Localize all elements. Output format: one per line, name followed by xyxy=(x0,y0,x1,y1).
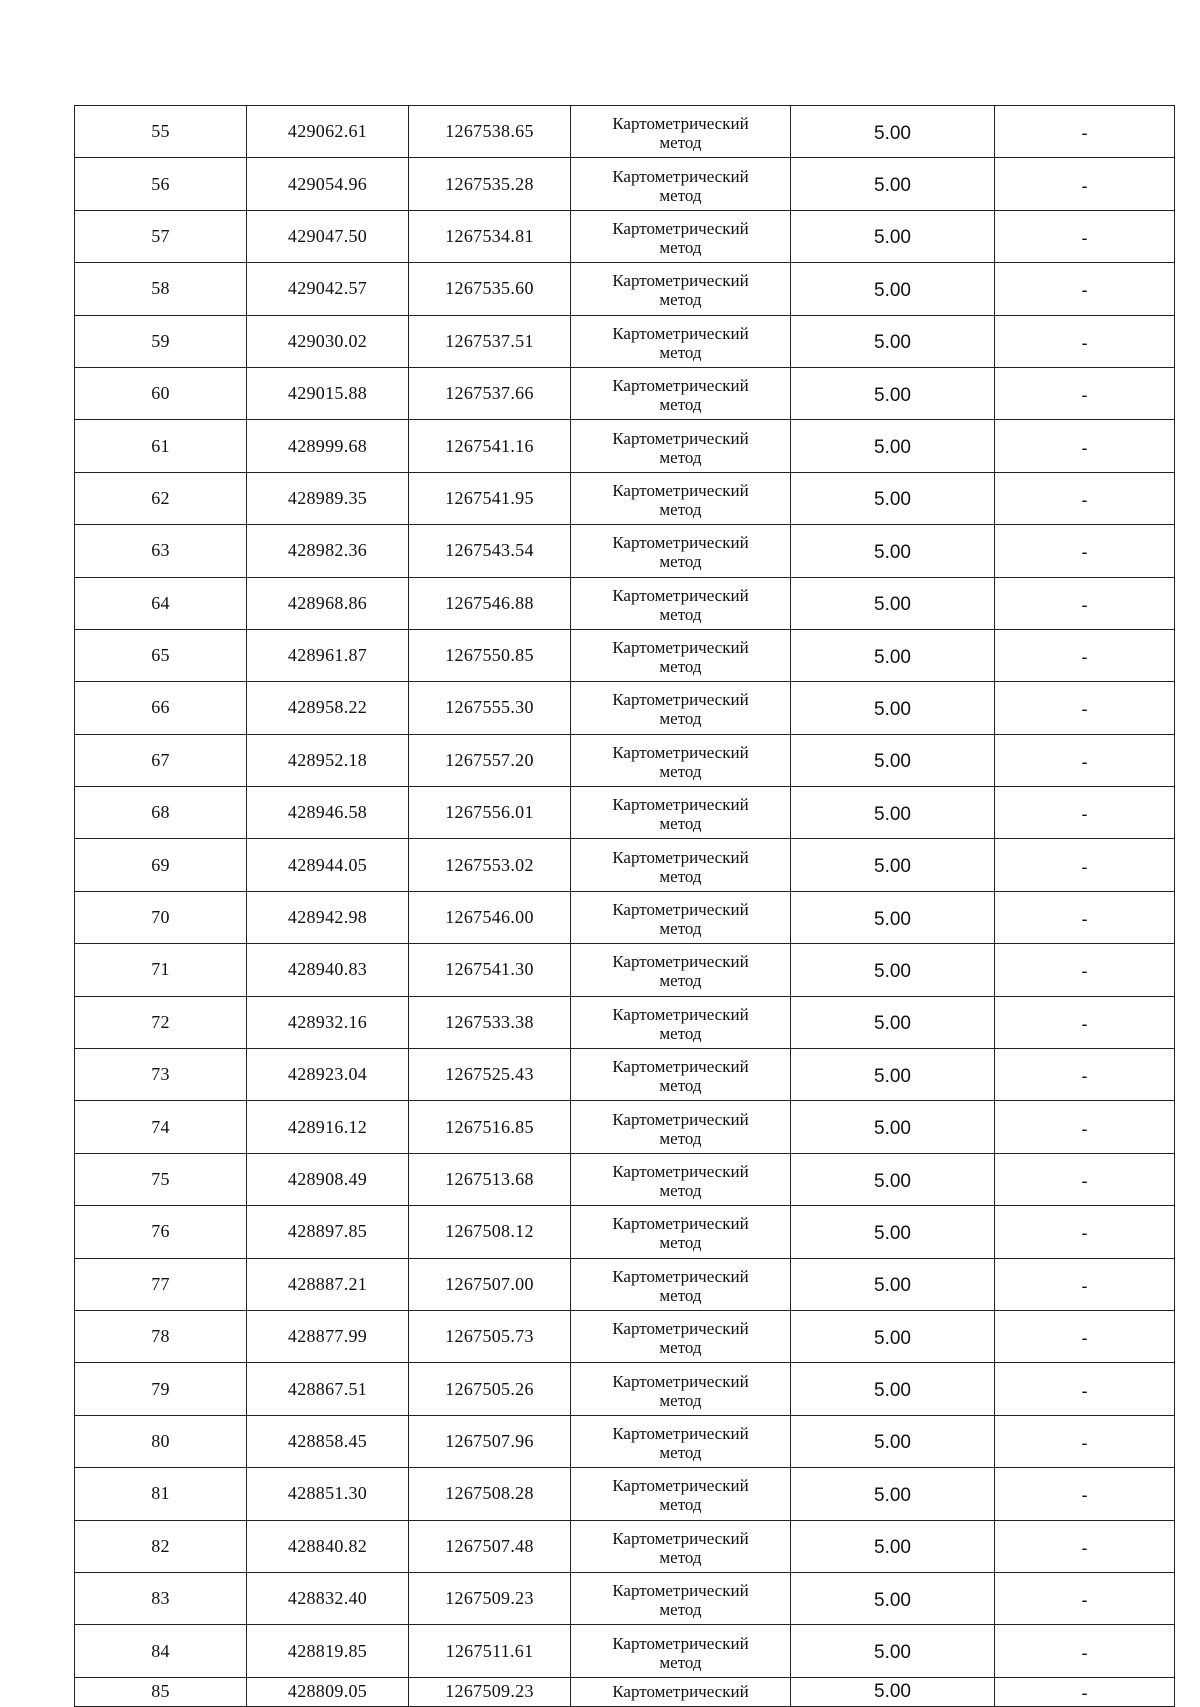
note-cell: - xyxy=(995,682,1175,734)
point-number-cell: 82 xyxy=(75,1520,247,1572)
y-coordinate-cell: 1267556.01 xyxy=(409,787,571,839)
accuracy-cell: 5.00 xyxy=(791,577,995,629)
x-coordinate-cell: 428877.99 xyxy=(247,1310,409,1362)
y-coordinate-cell: 1267508.28 xyxy=(409,1468,571,1520)
table-row xyxy=(75,1468,1175,1520)
x-coordinate-cell: 428809.05 xyxy=(247,1677,409,1706)
point-number-cell: 66 xyxy=(75,682,247,734)
method-text: Картометрический метод xyxy=(612,114,749,153)
table-row xyxy=(75,525,1175,577)
method-cell xyxy=(571,629,791,681)
accuracy-cell: 5.00 xyxy=(791,787,995,839)
method-cell xyxy=(571,472,791,524)
accuracy-cell: 5.00 xyxy=(791,367,995,419)
x-coordinate-cell: 428942.98 xyxy=(247,891,409,943)
note-cell: - xyxy=(995,1258,1175,1310)
accuracy-cell: 5.00 xyxy=(791,525,995,577)
x-coordinate-cell: 428867.51 xyxy=(247,1363,409,1415)
y-coordinate-cell: 1267541.95 xyxy=(409,472,571,524)
x-coordinate-cell: 428832.40 xyxy=(247,1572,409,1624)
point-number-cell: 56 xyxy=(75,158,247,210)
point-number-cell: 58 xyxy=(75,263,247,315)
method-text: Картометрический метод xyxy=(612,533,749,572)
x-coordinate-cell: 428961.87 xyxy=(247,629,409,681)
note-cell: - xyxy=(995,1153,1175,1205)
y-coordinate-cell: 1267541.16 xyxy=(409,420,571,472)
accuracy-cell: 5.00 xyxy=(791,996,995,1048)
y-coordinate-cell: 1267550.85 xyxy=(409,629,571,681)
table-row xyxy=(75,629,1175,681)
x-coordinate-cell: 429047.50 xyxy=(247,210,409,262)
method-cell xyxy=(571,1206,791,1258)
table-row xyxy=(75,1363,1175,1415)
method-text: Картометрический метод xyxy=(612,690,749,729)
accuracy-cell: 5.00 xyxy=(791,263,995,315)
accuracy-cell: 5.00 xyxy=(791,1520,995,1572)
y-coordinate-cell: 1267525.43 xyxy=(409,1049,571,1101)
table-row xyxy=(75,1153,1175,1205)
x-coordinate-cell: 429054.96 xyxy=(247,158,409,210)
method-text: Картометрический метод xyxy=(612,376,749,415)
method-text: Картометрический метод xyxy=(612,323,749,362)
point-number-cell: 59 xyxy=(75,315,247,367)
method-cell xyxy=(571,1310,791,1362)
accuracy-cell: 5.00 xyxy=(791,1153,995,1205)
x-coordinate-cell: 428851.30 xyxy=(247,1468,409,1520)
y-coordinate-cell: 1267537.51 xyxy=(409,315,571,367)
table-row xyxy=(75,944,1175,996)
method-cell xyxy=(571,1520,791,1572)
y-coordinate-cell: 1267538.65 xyxy=(409,106,571,158)
accuracy-cell: 5.00 xyxy=(791,1363,995,1415)
table-row xyxy=(75,1101,1175,1153)
accuracy-cell: 5.00 xyxy=(791,420,995,472)
coordinates-table-body xyxy=(75,106,1175,1707)
method-cell xyxy=(571,1572,791,1624)
point-number-cell: 69 xyxy=(75,839,247,891)
method-text: Картометрический метод xyxy=(612,1633,749,1672)
accuracy-cell: 5.00 xyxy=(791,1206,995,1258)
note-cell: - xyxy=(995,1049,1175,1101)
table-row xyxy=(75,577,1175,629)
table-row xyxy=(75,1258,1175,1310)
point-number-cell: 74 xyxy=(75,1101,247,1153)
accuracy-cell: 5.00 xyxy=(791,629,995,681)
table-row xyxy=(75,1415,1175,1467)
table-row xyxy=(75,839,1175,891)
point-number-cell: 63 xyxy=(75,525,247,577)
note-cell: - xyxy=(995,210,1175,262)
x-coordinate-cell: 428916.12 xyxy=(247,1101,409,1153)
accuracy-cell: 5.00 xyxy=(791,1572,995,1624)
accuracy-cell: 5.00 xyxy=(791,839,995,891)
y-coordinate-cell: 1267513.68 xyxy=(409,1153,571,1205)
accuracy-cell: 5.00 xyxy=(791,1310,995,1362)
note-cell: - xyxy=(995,472,1175,524)
y-coordinate-cell: 1267511.61 xyxy=(409,1625,571,1677)
method-cell xyxy=(571,734,791,786)
y-coordinate-cell: 1267535.28 xyxy=(409,158,571,210)
x-coordinate-cell: 428989.35 xyxy=(247,472,409,524)
x-coordinate-cell: 428968.86 xyxy=(247,577,409,629)
x-coordinate-cell: 428982.36 xyxy=(247,525,409,577)
method-text: Картометрический метод xyxy=(612,480,749,519)
method-cell xyxy=(571,1258,791,1310)
point-number-cell: 62 xyxy=(75,472,247,524)
method-text: Картометрический метод xyxy=(612,1109,749,1148)
y-coordinate-cell: 1267537.66 xyxy=(409,367,571,419)
method-text: Картометрический метод xyxy=(612,1423,749,1462)
note-cell: - xyxy=(995,1363,1175,1415)
table-row xyxy=(75,106,1175,158)
table-row xyxy=(75,1572,1175,1624)
method-text: Картометрический метод xyxy=(612,1528,749,1567)
table-row xyxy=(75,1049,1175,1101)
x-coordinate-cell: 428944.05 xyxy=(247,839,409,891)
method-text: Картометрический метод xyxy=(612,1057,749,1096)
method-text: Картометрический метод xyxy=(612,166,749,205)
accuracy-cell: 5.00 xyxy=(791,891,995,943)
table-row xyxy=(75,891,1175,943)
x-coordinate-cell: 428908.49 xyxy=(247,1153,409,1205)
method-cell xyxy=(571,315,791,367)
accuracy-cell: 5.00 xyxy=(791,472,995,524)
table-row xyxy=(75,734,1175,786)
point-number-cell: 84 xyxy=(75,1625,247,1677)
method-cell xyxy=(571,210,791,262)
x-coordinate-cell: 429030.02 xyxy=(247,315,409,367)
point-number-cell: 80 xyxy=(75,1415,247,1467)
point-number-cell: 76 xyxy=(75,1206,247,1258)
table-row xyxy=(75,158,1175,210)
note-cell: - xyxy=(995,1101,1175,1153)
point-number-cell: 85 xyxy=(75,1677,247,1706)
method-text: Картометрический xyxy=(612,1682,749,1702)
accuracy-cell: 5.00 xyxy=(791,106,995,158)
method-cell xyxy=(571,577,791,629)
accuracy-cell: 5.00 xyxy=(791,158,995,210)
point-number-cell: 57 xyxy=(75,210,247,262)
y-coordinate-cell: 1267543.54 xyxy=(409,525,571,577)
y-coordinate-cell: 1267555.30 xyxy=(409,682,571,734)
y-coordinate-cell: 1267507.96 xyxy=(409,1415,571,1467)
note-cell: - xyxy=(995,577,1175,629)
x-coordinate-cell: 428858.45 xyxy=(247,1415,409,1467)
point-number-cell: 77 xyxy=(75,1258,247,1310)
coordinates-table xyxy=(74,105,1175,1707)
y-coordinate-cell: 1267534.81 xyxy=(409,210,571,262)
x-coordinate-cell: 428840.82 xyxy=(247,1520,409,1572)
point-number-cell: 55 xyxy=(75,106,247,158)
note-cell: - xyxy=(995,839,1175,891)
note-cell: - xyxy=(995,367,1175,419)
x-coordinate-cell: 429062.61 xyxy=(247,106,409,158)
method-cell xyxy=(571,106,791,158)
point-number-cell: 83 xyxy=(75,1572,247,1624)
method-text: Картометрический метод xyxy=(612,1214,749,1253)
accuracy-cell: 5.00 xyxy=(791,1258,995,1310)
method-cell xyxy=(571,420,791,472)
y-coordinate-cell: 1267507.00 xyxy=(409,1258,571,1310)
note-cell: - xyxy=(995,1572,1175,1624)
note-cell: - xyxy=(995,1677,1175,1706)
method-cell xyxy=(571,1468,791,1520)
note-cell: - xyxy=(995,891,1175,943)
method-text: Картометрический метод xyxy=(612,271,749,310)
note-cell: - xyxy=(995,263,1175,315)
method-cell xyxy=(571,263,791,315)
accuracy-cell: 5.00 xyxy=(791,1049,995,1101)
y-coordinate-cell: 1267509.23 xyxy=(409,1572,571,1624)
table-row xyxy=(75,367,1175,419)
note-cell: - xyxy=(995,106,1175,158)
accuracy-cell: 5.00 xyxy=(791,1468,995,1520)
accuracy-cell: 5.00 xyxy=(791,944,995,996)
table-row xyxy=(75,996,1175,1048)
table-row xyxy=(75,1677,1175,1706)
table-row xyxy=(75,210,1175,262)
table-row xyxy=(75,1206,1175,1258)
x-coordinate-cell: 428946.58 xyxy=(247,787,409,839)
x-coordinate-cell: 428932.16 xyxy=(247,996,409,1048)
x-coordinate-cell: 428923.04 xyxy=(247,1049,409,1101)
accuracy-cell: 5.00 xyxy=(791,1677,995,1706)
y-coordinate-cell: 1267509.23 xyxy=(409,1677,571,1706)
point-number-cell: 60 xyxy=(75,367,247,419)
table-row xyxy=(75,420,1175,472)
method-text: Картометрический метод xyxy=(612,218,749,257)
y-coordinate-cell: 1267505.73 xyxy=(409,1310,571,1362)
note-cell: - xyxy=(995,1520,1175,1572)
x-coordinate-cell: 428958.22 xyxy=(247,682,409,734)
method-cell xyxy=(571,944,791,996)
method-cell xyxy=(571,787,791,839)
accuracy-cell: 5.00 xyxy=(791,1101,995,1153)
method-cell xyxy=(571,682,791,734)
y-coordinate-cell: 1267546.88 xyxy=(409,577,571,629)
method-text: Картометрический метод xyxy=(612,795,749,834)
point-number-cell: 68 xyxy=(75,787,247,839)
x-coordinate-cell: 428887.21 xyxy=(247,1258,409,1310)
point-number-cell: 65 xyxy=(75,629,247,681)
point-number-cell: 64 xyxy=(75,577,247,629)
method-text: Картометрический метод xyxy=(612,847,749,886)
method-cell xyxy=(571,1101,791,1153)
y-coordinate-cell: 1267508.12 xyxy=(409,1206,571,1258)
method-cell xyxy=(571,1625,791,1677)
table-row xyxy=(75,1310,1175,1362)
accuracy-cell: 5.00 xyxy=(791,1625,995,1677)
method-cell xyxy=(571,158,791,210)
point-number-cell: 78 xyxy=(75,1310,247,1362)
accuracy-cell: 5.00 xyxy=(791,315,995,367)
note-cell: - xyxy=(995,996,1175,1048)
point-number-cell: 71 xyxy=(75,944,247,996)
note-cell: - xyxy=(995,1625,1175,1677)
accuracy-cell: 5.00 xyxy=(791,734,995,786)
method-cell xyxy=(571,367,791,419)
y-coordinate-cell: 1267553.02 xyxy=(409,839,571,891)
method-text: Картометрический метод xyxy=(612,428,749,467)
method-cell xyxy=(571,996,791,1048)
method-cell xyxy=(571,1049,791,1101)
method-text: Картометрический метод xyxy=(612,1266,749,1305)
table-row xyxy=(75,682,1175,734)
y-coordinate-cell: 1267557.20 xyxy=(409,734,571,786)
method-text: Картометрический метод xyxy=(612,1581,749,1620)
x-coordinate-cell: 429015.88 xyxy=(247,367,409,419)
note-cell: - xyxy=(995,1468,1175,1520)
note-cell: - xyxy=(995,944,1175,996)
method-text: Картометрический метод xyxy=(612,585,749,624)
x-coordinate-cell: 429042.57 xyxy=(247,263,409,315)
note-cell: - xyxy=(995,420,1175,472)
method-text: Картометрический метод xyxy=(612,1162,749,1200)
x-coordinate-cell: 428897.85 xyxy=(247,1206,409,1258)
table-row xyxy=(75,1520,1175,1572)
y-coordinate-cell: 1267505.26 xyxy=(409,1363,571,1415)
point-number-cell: 72 xyxy=(75,996,247,1048)
note-cell: - xyxy=(995,1415,1175,1467)
point-number-cell: 81 xyxy=(75,1468,247,1520)
accuracy-cell: 5.00 xyxy=(791,210,995,262)
point-number-cell: 75 xyxy=(75,1153,247,1205)
x-coordinate-cell: 428940.83 xyxy=(247,944,409,996)
point-number-cell: 61 xyxy=(75,420,247,472)
note-cell: - xyxy=(995,787,1175,839)
method-text: Картометрический метод xyxy=(612,638,749,677)
method-text: Картометрический метод xyxy=(612,1476,749,1515)
method-cell xyxy=(571,525,791,577)
method-text: Картометрический метод xyxy=(612,1371,749,1410)
accuracy-cell: 5.00 xyxy=(791,1415,995,1467)
table-row xyxy=(75,472,1175,524)
method-cell xyxy=(571,1677,791,1706)
x-coordinate-cell: 428952.18 xyxy=(247,734,409,786)
point-number-cell: 67 xyxy=(75,734,247,786)
method-text: Картометрический метод xyxy=(612,1319,749,1358)
accuracy-cell: 5.00 xyxy=(791,682,995,734)
y-coordinate-cell: 1267533.38 xyxy=(409,996,571,1048)
note-cell: - xyxy=(995,525,1175,577)
table-row xyxy=(75,1625,1175,1677)
note-cell: - xyxy=(995,1206,1175,1258)
method-cell xyxy=(571,1415,791,1467)
y-coordinate-cell: 1267541.30 xyxy=(409,944,571,996)
method-text: Картометрический метод xyxy=(612,1004,749,1043)
note-cell: - xyxy=(995,629,1175,681)
y-coordinate-cell: 1267516.85 xyxy=(409,1101,571,1153)
y-coordinate-cell: 1267546.00 xyxy=(409,891,571,943)
note-cell: - xyxy=(995,1310,1175,1362)
point-number-cell: 79 xyxy=(75,1363,247,1415)
method-cell xyxy=(571,891,791,943)
x-coordinate-cell: 428999.68 xyxy=(247,420,409,472)
note-cell: - xyxy=(995,158,1175,210)
table-row xyxy=(75,315,1175,367)
method-text: Картометрический метод xyxy=(612,742,749,781)
y-coordinate-cell: 1267507.48 xyxy=(409,1520,571,1572)
method-cell xyxy=(571,1363,791,1415)
table-row xyxy=(75,787,1175,839)
note-cell: - xyxy=(995,734,1175,786)
y-coordinate-cell: 1267535.60 xyxy=(409,263,571,315)
table-row xyxy=(75,263,1175,315)
point-number-cell: 73 xyxy=(75,1049,247,1101)
method-cell xyxy=(571,839,791,891)
method-cell xyxy=(571,1153,791,1205)
point-number-cell: 70 xyxy=(75,891,247,943)
note-cell: - xyxy=(995,315,1175,367)
x-coordinate-cell: 428819.85 xyxy=(247,1625,409,1677)
method-text: Картометрический метод xyxy=(612,952,749,991)
method-text: Картометрический метод xyxy=(612,900,749,939)
